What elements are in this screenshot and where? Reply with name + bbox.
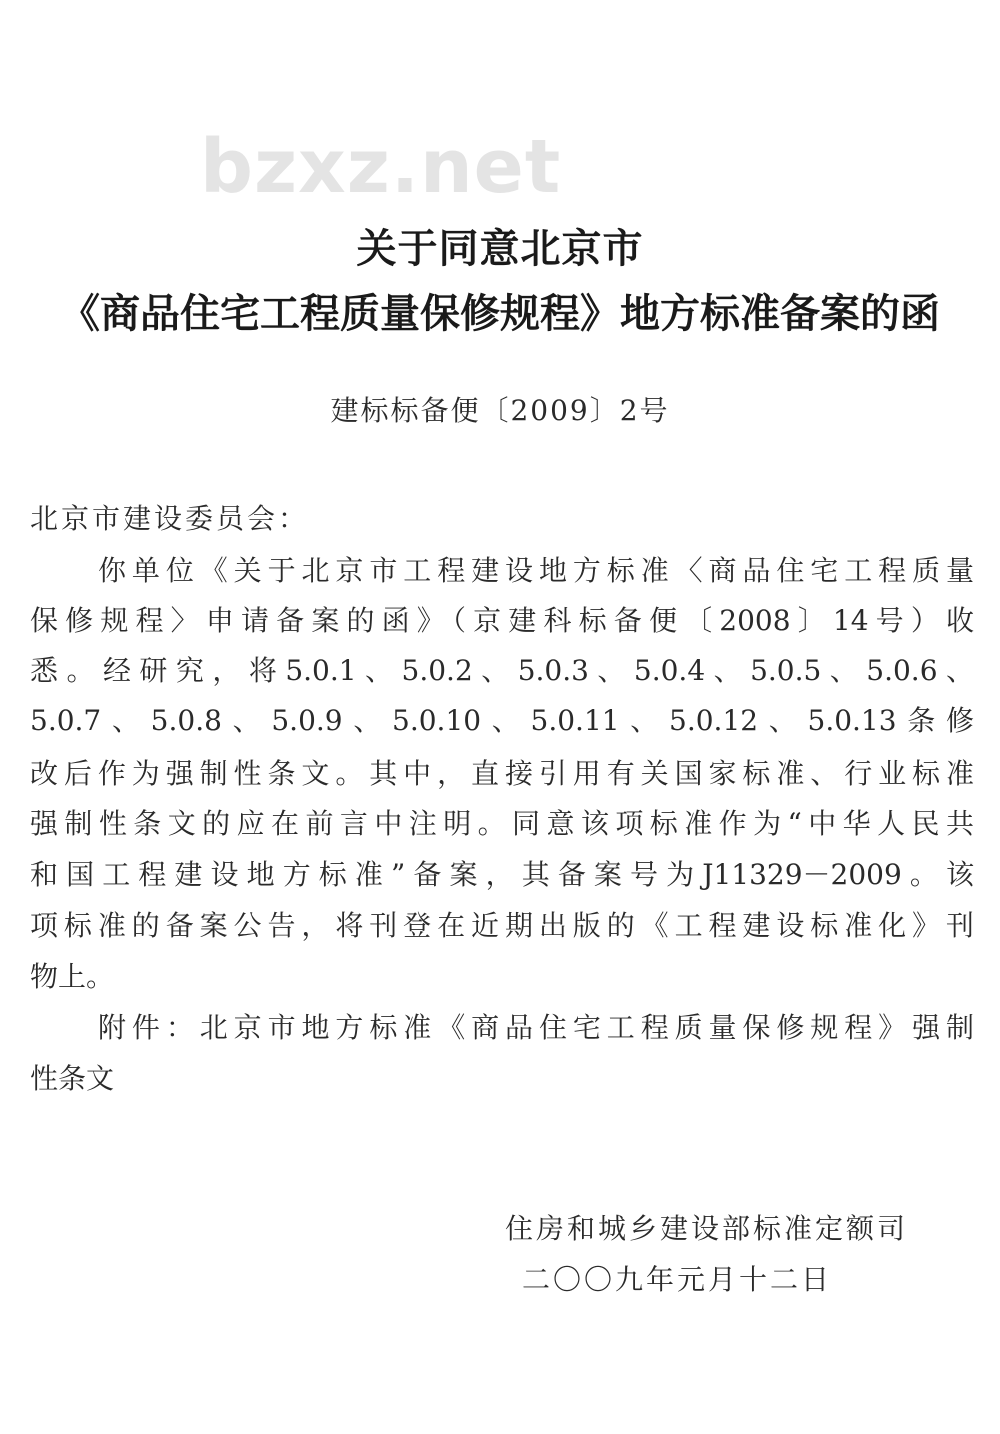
- body-line: 项标准的备案公告，将刊登在近期出版的《工程建设标准化》刊: [30, 909, 974, 942]
- body-line: 悉。经研究，将5.0.1、5.0.2、5.0.3、5.0.4、5.0.5、5.0.6、: [30, 654, 974, 687]
- document-number: 建标标备便〔2009〕2号: [330, 394, 670, 427]
- document-title-line-2: 《商品住宅工程质量保修规程》地方标准备案的函: [60, 290, 940, 337]
- document-title-line-1: 关于同意北京市: [356, 225, 644, 272]
- body-line: 物上。: [30, 960, 115, 993]
- body-line: 和国工程建设地方标准”备案，其备案号为J11329－2009。该: [30, 858, 974, 891]
- body-line: 5.0.7、5.0.8、5.0.9、5.0.10、5.0.11、5.0.12、5.0.13条修: [30, 704, 974, 737]
- body-line: 你单位《关于北京市工程建设地方标准〈商品住宅工程质量: [98, 554, 974, 587]
- body-line: 改后作为强制性条文。其中，直接引用有关国家标准、行业标准: [30, 757, 974, 790]
- attachment-line: 性条文: [30, 1062, 115, 1095]
- signature-date: 二〇〇九年元月十二日: [522, 1263, 833, 1296]
- body-line: 强制性条文的应在前言中注明。同意该项标准作为“中华人民共: [30, 807, 974, 840]
- attachment-line: 附件：北京市地方标准《商品住宅工程质量保修规程》强制: [98, 1011, 974, 1044]
- body-line: 保修规程〉申请备案的函》（京建科标备便〔2008〕14号）收: [30, 604, 974, 637]
- watermark-logo: bzxz.net: [200, 124, 562, 210]
- signature-organization: 住房和城乡建设部标准定额司: [504, 1212, 908, 1245]
- salutation: 北京市建设委员会：: [30, 502, 310, 535]
